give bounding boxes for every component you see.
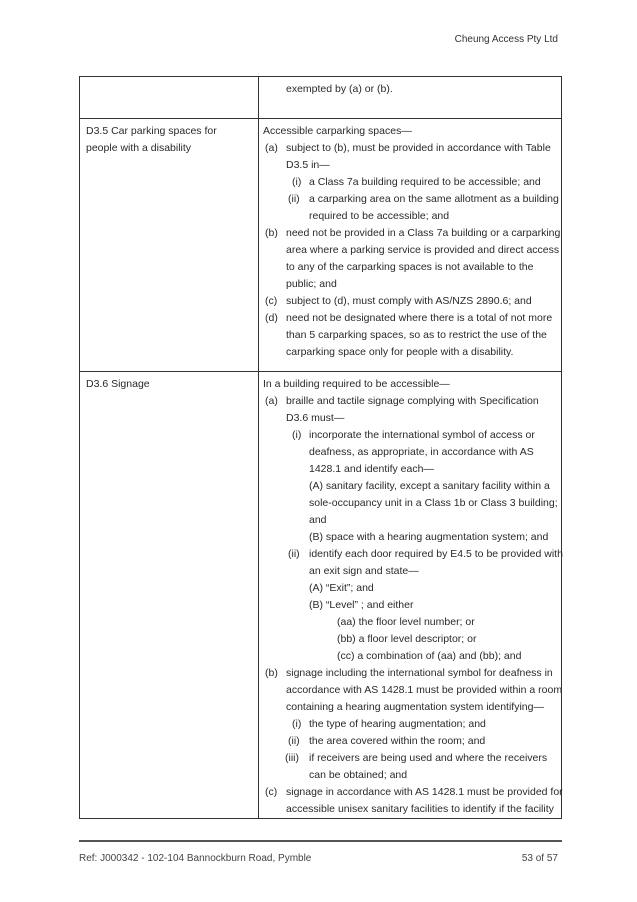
requirement-line bbox=[263, 293, 559, 310]
requirement-line bbox=[263, 529, 559, 546]
requirement-text: braille and tactile signage complying with Specification bbox=[286, 395, 539, 407]
requirement-text: need not be provided in a Class 7a building or a carparking bbox=[286, 227, 561, 239]
requirement-text: the area covered within the room; and bbox=[309, 735, 486, 747]
requirement-text: area where a parking service is provided and direct access bbox=[286, 244, 560, 256]
requirement-text: (B) “Level” ; and either bbox=[309, 599, 414, 611]
list-marker: (iii) bbox=[285, 752, 299, 764]
requirement-text: (B) space with a hearing augmentation system; and bbox=[309, 531, 549, 543]
list-marker: (i) bbox=[292, 176, 302, 188]
requirement-line bbox=[263, 123, 559, 140]
clause-title: people with a disability bbox=[86, 142, 192, 154]
list-marker: (ii) bbox=[288, 735, 300, 747]
requirement-text: a carparking area on the same allotment as a building bbox=[309, 193, 559, 205]
requirement-line bbox=[263, 801, 559, 818]
requirement-text: signage in accordance with AS 1428.1 must be provided for bbox=[286, 786, 563, 798]
requirement-line bbox=[263, 259, 559, 276]
requirement-line bbox=[263, 461, 559, 478]
requirement-text: accessible unisex sanitary facilities to identify if the facility bbox=[286, 803, 554, 815]
page-number: 53 of 57 bbox=[521, 853, 558, 864]
requirement-text: D3.5 in— bbox=[286, 159, 330, 171]
requirement-text: deafness, as appropriate, in accordance with AS bbox=[309, 446, 534, 458]
requirement-line bbox=[263, 276, 559, 293]
requirement-line bbox=[263, 665, 559, 682]
requirement-text: required to be accessible; and bbox=[309, 210, 450, 222]
requirement-text: public; and bbox=[286, 278, 337, 290]
requirement-text: signage including the international symbol for deafness in bbox=[286, 667, 553, 679]
table-row bbox=[80, 77, 562, 119]
requirement-text: (bb) a floor level descriptor; or bbox=[337, 633, 477, 645]
requirement-line bbox=[263, 327, 559, 344]
clause-title: D3.6 Signage bbox=[86, 378, 150, 390]
requirement-text: (A) “Exit”; and bbox=[309, 582, 374, 594]
requirement-line bbox=[263, 631, 559, 648]
requirement-line bbox=[263, 478, 559, 495]
requirement-text: subject to (b), must be provided in accordance with Table bbox=[286, 142, 551, 154]
requirement-line bbox=[263, 191, 559, 208]
list-marker: (b) bbox=[265, 227, 278, 239]
requirement-line bbox=[263, 310, 559, 327]
requirement-text: carparking space only for people with a disability. bbox=[286, 346, 514, 358]
requirement-text: Accessible carparking spaces— bbox=[263, 125, 412, 137]
clause-cell bbox=[80, 77, 259, 119]
requirement-line bbox=[263, 208, 559, 225]
requirement-text: D3.6 must— bbox=[286, 412, 345, 424]
requirement-text: and bbox=[309, 514, 327, 526]
list-marker: (b) bbox=[265, 667, 278, 679]
requirement-line bbox=[263, 157, 559, 174]
requirement-cell bbox=[259, 372, 562, 819]
requirement-line bbox=[263, 81, 559, 98]
requirement-line bbox=[263, 733, 559, 750]
list-marker: (ii) bbox=[288, 548, 300, 560]
requirement-line bbox=[263, 174, 559, 191]
requirement-text: (cc) a combination of (aa) and (bb); and bbox=[337, 650, 522, 662]
requirement-line bbox=[263, 495, 559, 512]
requirement-text: In a building required to be accessible— bbox=[263, 378, 450, 390]
requirement-text: 1428.1 and identify each— bbox=[309, 463, 434, 475]
clause-cell bbox=[80, 119, 259, 372]
requirement-text: exempted by (a) or (b). bbox=[286, 83, 393, 95]
requirement-line bbox=[263, 648, 559, 665]
requirement-line bbox=[263, 784, 563, 801]
table-row bbox=[80, 372, 562, 819]
requirement-line bbox=[263, 767, 559, 784]
company-name: Cheung Access Pty Ltd bbox=[454, 34, 558, 45]
requirements-table bbox=[79, 76, 562, 819]
requirement-line bbox=[263, 242, 559, 259]
requirement-line bbox=[263, 444, 559, 461]
requirement-line bbox=[263, 225, 559, 242]
requirement-line bbox=[263, 512, 559, 529]
requirement-text: an exit sign and state— bbox=[309, 565, 419, 577]
requirement-line bbox=[263, 427, 559, 444]
requirement-text: (aa) the floor level number; or bbox=[337, 616, 475, 628]
requirement-text: subject to (d), must comply with AS/NZS 2890.6; and bbox=[286, 295, 532, 307]
list-marker: (i) bbox=[292, 429, 302, 441]
requirement-text: sole-occupancy unit in a Class 1b or Class 3 building; bbox=[309, 497, 558, 509]
requirement-line bbox=[263, 580, 559, 597]
requirement-line bbox=[263, 750, 559, 767]
requirement-line bbox=[263, 716, 559, 733]
list-marker: (d) bbox=[265, 312, 278, 324]
requirement-text: if receivers are being used and where the receivers bbox=[309, 752, 548, 764]
requirement-line bbox=[263, 563, 559, 580]
requirement-line bbox=[263, 140, 559, 157]
list-marker: (a) bbox=[265, 142, 278, 154]
requirement-cell bbox=[259, 119, 562, 372]
requirement-text: a Class 7a building required to be accessible; and bbox=[309, 176, 541, 188]
table-row bbox=[80, 119, 562, 372]
list-marker: (ii) bbox=[288, 193, 300, 205]
footer-divider bbox=[79, 840, 562, 842]
requirement-text: containing a hearing augmentation system identifying— bbox=[286, 701, 544, 713]
requirement-line bbox=[263, 344, 559, 361]
requirement-line bbox=[263, 682, 563, 699]
requirement-text: (A) sanitary facility, except a sanitary facility within a bbox=[309, 480, 550, 492]
clause-cell bbox=[80, 372, 259, 819]
requirement-line bbox=[263, 410, 559, 427]
clause-title: D3.5 Car parking spaces for bbox=[86, 125, 217, 137]
requirement-text: the type of hearing augmentation; and bbox=[309, 718, 486, 730]
requirement-text: can be obtained; and bbox=[309, 769, 408, 781]
requirement-line bbox=[263, 597, 559, 614]
requirement-text: than 5 carparking spaces, so as to restrict the use of the bbox=[286, 329, 547, 341]
document-reference: Ref: J000342 - 102-104 Bannockburn Road, Pymble bbox=[79, 853, 312, 864]
requirement-text: accordance with AS 1428.1 must be provided within a room bbox=[286, 684, 563, 696]
requirement-text: need not be designated where there is a total of not more bbox=[286, 312, 553, 324]
requirement-cell bbox=[259, 77, 562, 119]
requirement-text: incorporate the international symbol of access or bbox=[309, 429, 535, 441]
requirement-line bbox=[263, 546, 563, 563]
list-marker: (i) bbox=[292, 718, 302, 730]
requirement-line bbox=[263, 699, 559, 716]
list-marker: (c) bbox=[265, 786, 278, 798]
requirement-text: to any of the carparking spaces is not available to the bbox=[286, 261, 534, 273]
requirement-text: identify each door required by E4.5 to be provided with bbox=[309, 548, 563, 560]
requirement-line bbox=[263, 376, 559, 393]
list-marker: (c) bbox=[265, 295, 278, 307]
requirement-line bbox=[263, 393, 559, 410]
list-marker: (a) bbox=[265, 395, 278, 407]
requirement-line bbox=[263, 614, 559, 631]
